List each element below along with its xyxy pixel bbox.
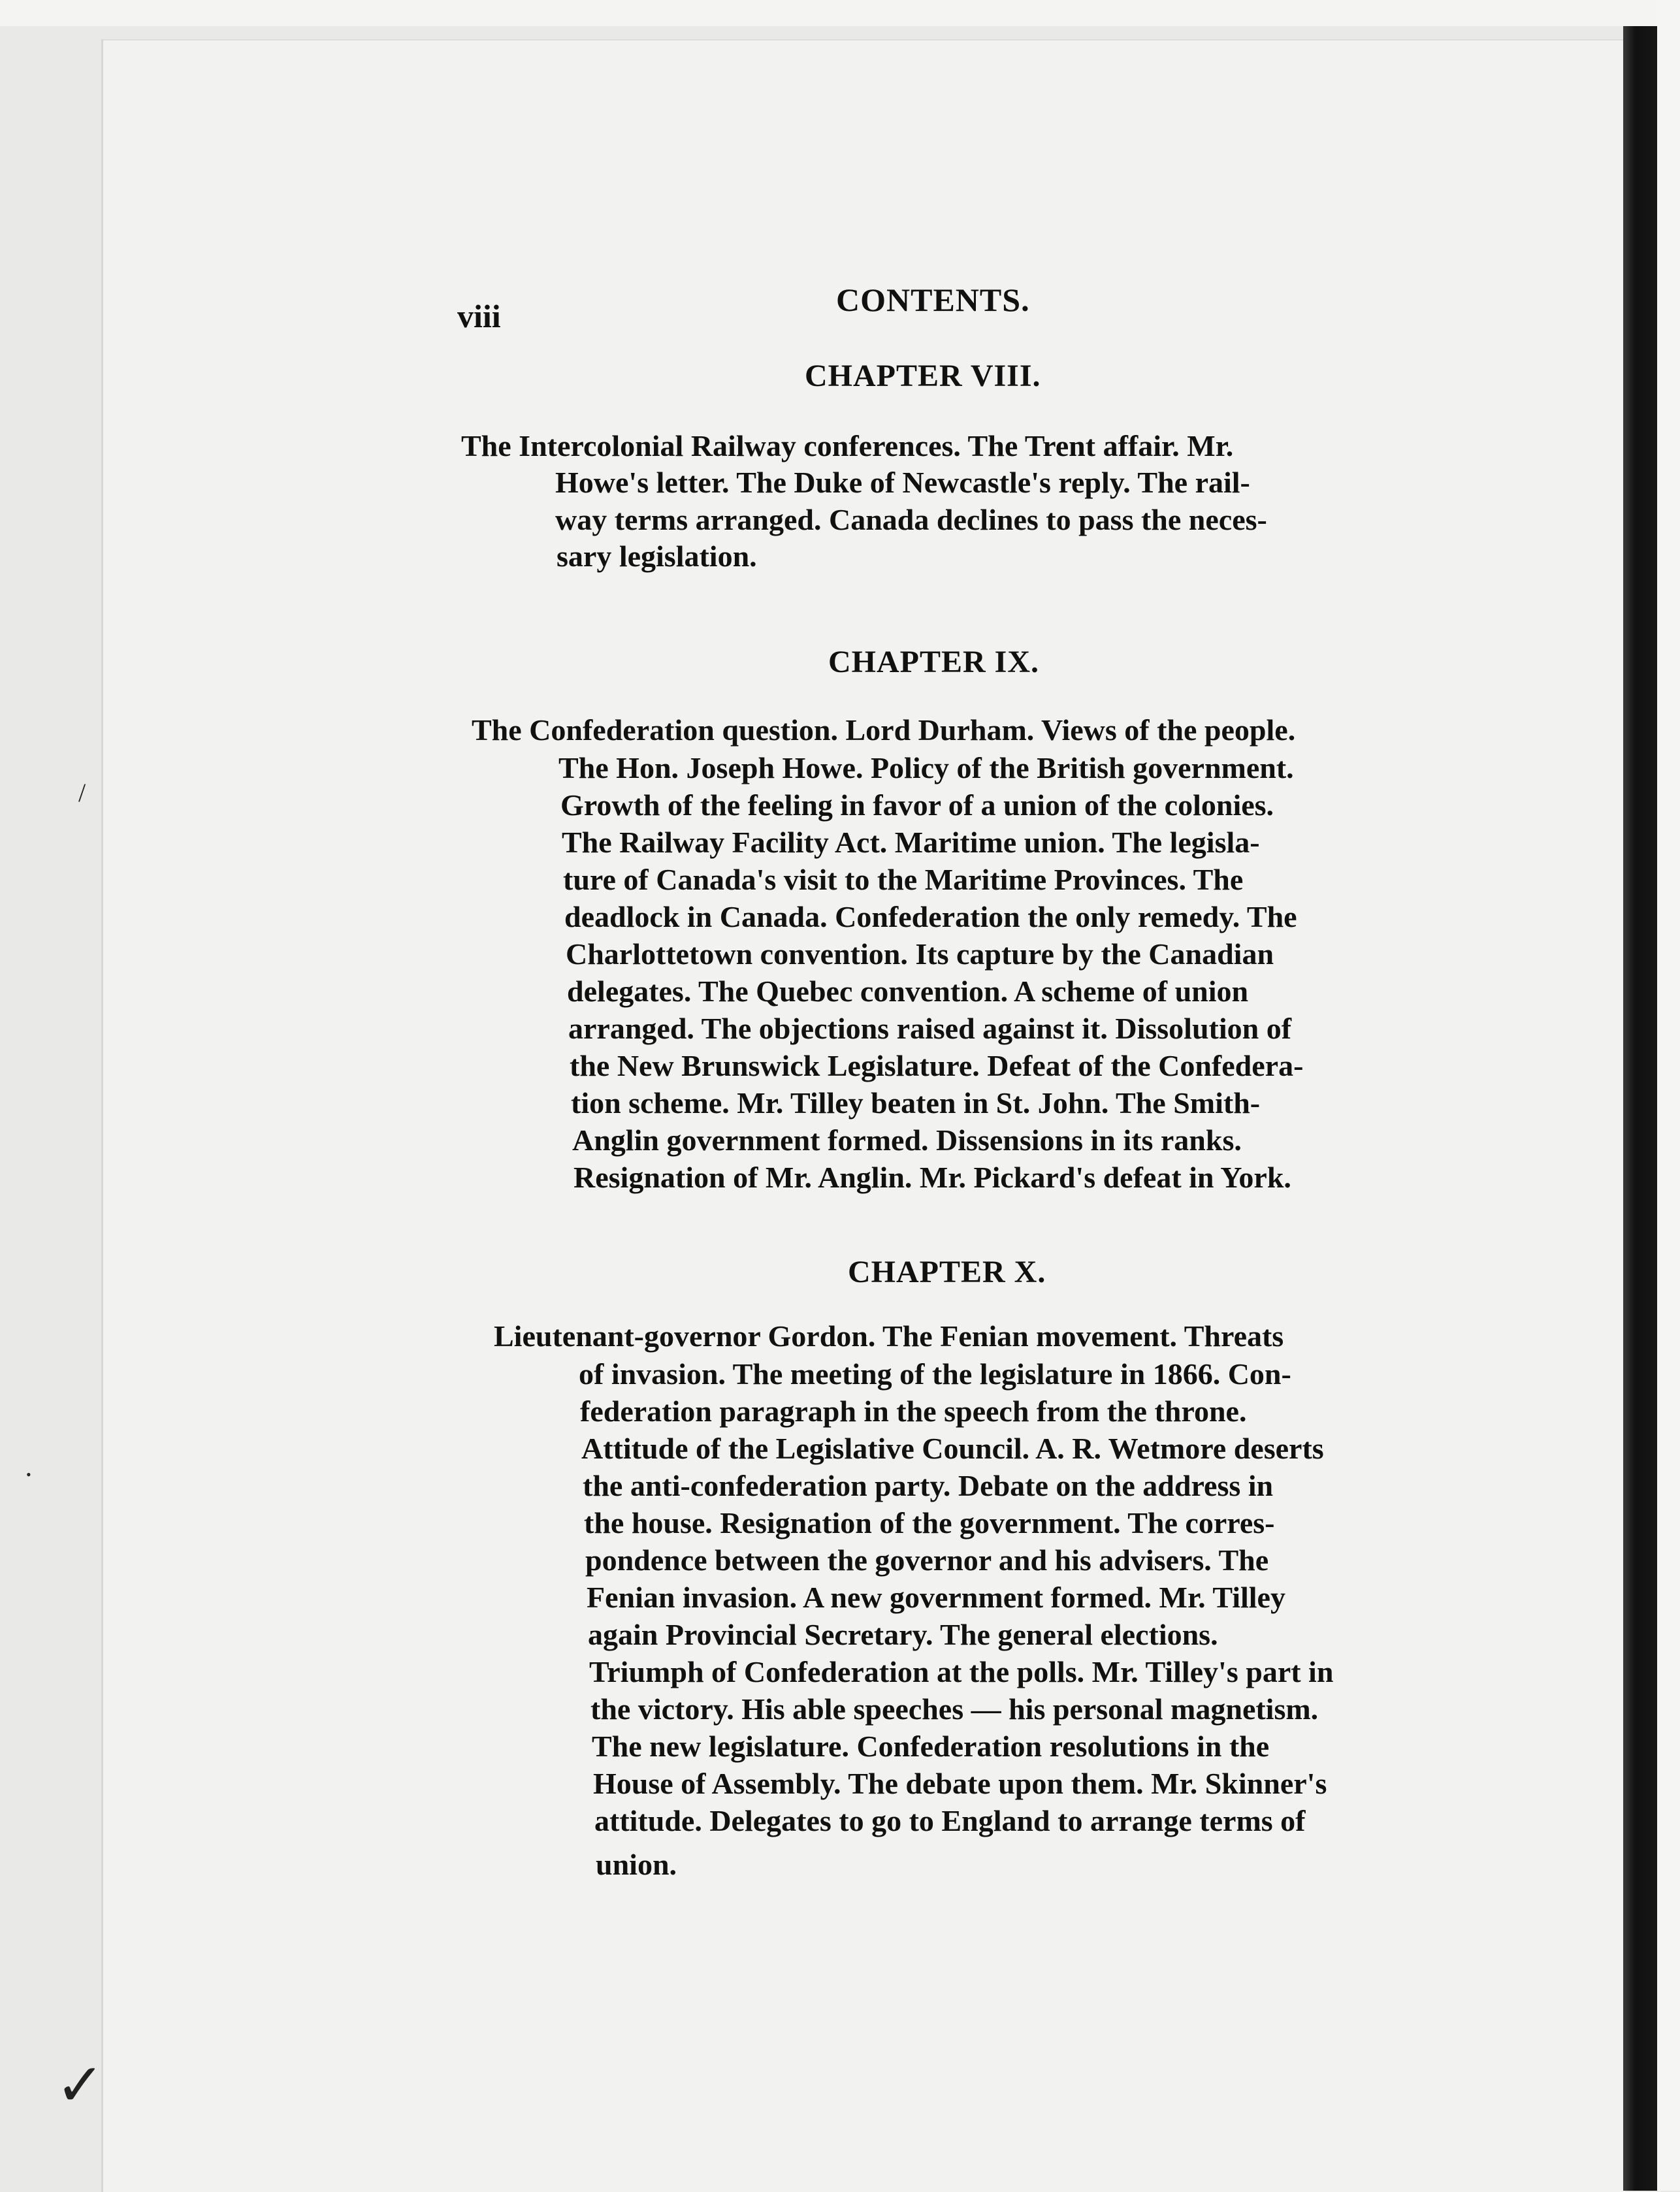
chapter-summary-line: The Hon. Joseph Howe. Policy of the British government.: [558, 751, 1294, 784]
margin-dot: •: [26, 1466, 31, 1483]
chapter-summary-line: pondence between the governor and his advisers. The: [585, 1543, 1269, 1577]
chapter-summary-line: House of Assembly. The debate upon them. Mr. Skinner's: [593, 1767, 1327, 1800]
chapter-summary-line: the victory. His able speeches — his personal magnetism.: [590, 1692, 1319, 1726]
page-number: viii: [457, 298, 501, 334]
chapter-summary-line: the anti-confederation party. Debate on the address in: [583, 1469, 1274, 1502]
chapter-summary-line: the New Brunswick Legislature. Defeat of the Confedera-: [570, 1049, 1304, 1082]
chapter-heading: CHAPTER IX.: [828, 645, 1040, 679]
page-title: CONTENTS.: [836, 282, 1030, 318]
margin-check-mark: ✓: [56, 2054, 105, 2118]
page-right-edge: [1657, 0, 1680, 2191]
chapter-heading: CHAPTER X.: [848, 1255, 1046, 1289]
chapter-summary-line: Anglin government formed. Dissensions in its ranks.: [572, 1123, 1242, 1157]
chapter-heading: CHAPTER VIII.: [805, 359, 1041, 393]
chapter-summary-line: ture of Canada's visit to the Maritime Provinces. The: [563, 863, 1244, 896]
chapter-summary-line: Attitude of the Legislative Council. A. R. Wetmore deserts: [581, 1432, 1324, 1465]
chapter-summary-line: way terms arranged. Canada declines to pass the neces-: [555, 503, 1267, 536]
chapter-summary-line: of invasion. The meeting of the legislature in 1866. Con-: [579, 1357, 1291, 1391]
chapter-summary-line: the house. Resignation of the government. The corres-: [584, 1506, 1275, 1539]
chapter-summary-line: sary legislation.: [557, 540, 757, 573]
chapter-summary-line: federation paragraph in the speech from the throne.: [580, 1394, 1247, 1428]
chapter-summary-line: deadlock in Canada. Confederation the only remedy. The: [564, 900, 1297, 933]
chapter-summary-line: The Intercolonial Railway conferences. The Trent affair. Mr.: [461, 429, 1234, 462]
chapter-summary-line: Resignation of Mr. Anglin. Mr. Pickard's defeat in York.: [573, 1161, 1291, 1194]
chapter-summary-line: tion scheme. Mr. Tilley beaten in St. John. The Smith-: [571, 1086, 1261, 1120]
chapter-summary-line: The new legislature. Confederation resolutions in the: [592, 1730, 1270, 1763]
chapter-summary-line: arranged. The objections raised against it. Dissolution of: [568, 1012, 1292, 1045]
chapter-summary-line: Fenian invasion. A new government formed. Mr. Tilley: [587, 1581, 1285, 1614]
chapter-summary-line: attitude. Delegates to go to England to arrange terms of: [594, 1804, 1306, 1837]
margin-mark: /: [78, 778, 86, 807]
chapter-summary-line: The Confederation question. Lord Durham. Views of the people.: [472, 713, 1296, 747]
chapter-summary-line: Triumph of Confederation at the polls. Mr. Tilley's part in: [589, 1655, 1334, 1688]
chapter-summary-line: Growth of the feeling in favor of a union of the colonies.: [560, 788, 1274, 822]
chapter-summary-line: Howe's letter. The Duke of Newcastle's reply. The rail-: [555, 466, 1250, 499]
chapter-summary-line: delegates. The Quebec convention. A scheme of union: [567, 975, 1249, 1008]
chapter-summary-line: again Provincial Secretary. The general elections.: [588, 1618, 1218, 1651]
book-spine-shadow: [1623, 26, 1657, 2191]
page-top-edge: [0, 0, 1680, 26]
chapter-summary-line: union.: [596, 1848, 677, 1881]
chapter-summary-line: Lieutenant-governor Gordon. The Fenian movement. Threats: [494, 1319, 1284, 1353]
chapter-summary-line: Charlottetown convention. Its capture by the Canadian: [566, 937, 1274, 971]
chapter-summary-line: The Railway Facility Act. Maritime union. The legisla-: [562, 826, 1260, 859]
